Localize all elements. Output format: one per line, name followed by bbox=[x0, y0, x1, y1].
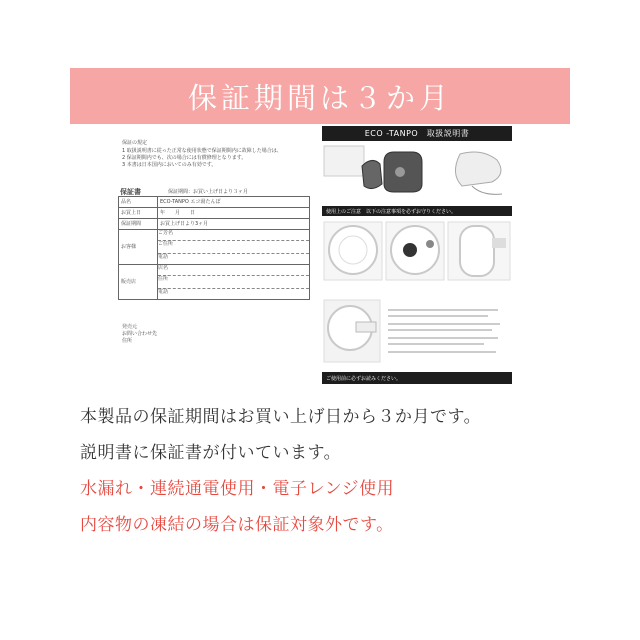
warranty-note: 2 保証期間内でも、次の場合には有償修理となります。 bbox=[122, 155, 247, 161]
manual-title: ECO -TANPO 取扱説明書 bbox=[322, 126, 512, 141]
row-value: ECO-TANPO エコ湯たんぽ bbox=[158, 197, 310, 208]
warranty-table bbox=[118, 196, 310, 300]
table-row bbox=[119, 219, 310, 230]
warranty-period-note: 保証期間：お買い上げ日より３ヶ月 bbox=[168, 189, 249, 195]
row-value: 年 月 日 bbox=[158, 208, 310, 219]
exclusion-text: 水漏れ・連続通電使用・電子レンジ使用 bbox=[80, 479, 395, 499]
customer-field: ご芳名 bbox=[158, 230, 309, 241]
warranty-included-text: 説明書に保証書が付いています。 bbox=[80, 443, 342, 463]
table-row bbox=[119, 265, 310, 300]
warranty-period-text: 本製品の保証期間はお買い上げ日から３か月です。 bbox=[80, 407, 482, 427]
manual-text-lines bbox=[388, 306, 508, 358]
title-banner bbox=[70, 68, 570, 124]
manual-footer-bar: ご使用前に必ずお読みください。 bbox=[322, 372, 512, 384]
usage-photos bbox=[322, 220, 512, 290]
shop-field: 電話 bbox=[158, 289, 169, 295]
warranty-note: 3 本書は日本国内においてのみ有効です。 bbox=[122, 162, 217, 168]
manual-warning-bar: 使用上のご注意 以下の注意事項を必ずお守りください。 bbox=[322, 206, 512, 216]
table-row bbox=[119, 208, 310, 219]
shop-field: 店名 bbox=[158, 265, 309, 276]
warranty-heading: 保証書 bbox=[120, 188, 141, 196]
maker-line: お問い合わせ先 bbox=[122, 331, 158, 337]
row-label: 品名 bbox=[119, 197, 158, 208]
row-value: お買上げ日より3ヶ月 bbox=[158, 219, 310, 230]
row-label: お買上日 bbox=[119, 208, 158, 219]
table-row bbox=[119, 197, 310, 208]
shop-label: 販売店 bbox=[119, 265, 158, 300]
customer-label: お客様 bbox=[119, 230, 158, 265]
instruction-manual bbox=[322, 126, 512, 384]
warranty-card bbox=[118, 138, 318, 350]
table-row bbox=[119, 230, 310, 265]
warranty-notes-heading: 保証の規定 bbox=[122, 140, 148, 146]
product-illustrations bbox=[322, 144, 512, 204]
exclusion-text-2: 内容物の凍結の場合は保証対象外です。 bbox=[80, 515, 394, 535]
customer-field: 電話 bbox=[158, 254, 169, 260]
plug-photo bbox=[322, 298, 382, 364]
maker-line: 発売元 bbox=[122, 324, 138, 330]
row-label: 保証期間 bbox=[119, 219, 158, 230]
customer-field: ご住所 bbox=[158, 241, 309, 254]
shop-field: 住所 bbox=[158, 276, 309, 289]
maker-line: 住所 bbox=[122, 338, 133, 344]
warranty-note: 1 取扱説明書に従った正常な使用状態で保証期間内に故障した場合は、 bbox=[122, 148, 282, 154]
banner-title: 保証期間は３か月 bbox=[187, 80, 452, 115]
